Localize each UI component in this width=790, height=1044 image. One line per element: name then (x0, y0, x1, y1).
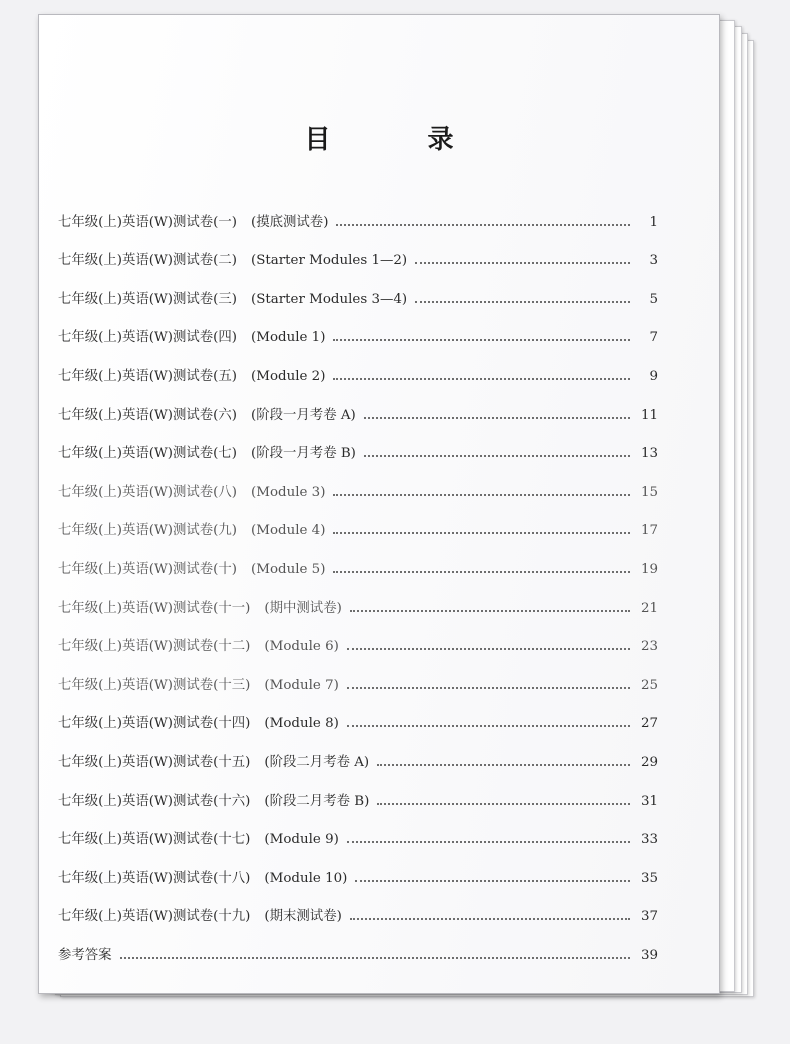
table-of-contents (58, 191, 658, 963)
toc-entry-subtitle: (Module 10) (264, 870, 348, 886)
toc-entry-page-number: 11 (640, 407, 658, 423)
toc-entry-label: 七年级(上)英语(W)测试卷(十九) (58, 909, 251, 925)
toc-entry-subtitle: (阶段一月考卷 B) (251, 446, 356, 462)
toc-entry (58, 693, 658, 732)
toc-entry (58, 307, 658, 346)
toc-entry (58, 616, 658, 655)
toc-entry (58, 847, 658, 886)
toc-entry-label: 七年级(上)英语(W)测试卷(十四) (58, 716, 251, 732)
toc-entry-page-number: 9 (649, 368, 658, 384)
dot-leader (333, 338, 630, 341)
toc-entry (58, 461, 658, 500)
dot-leader (347, 724, 630, 727)
toc-entry-subtitle: (Module 6) (264, 639, 339, 655)
dot-leader (336, 223, 630, 226)
toc-entry-subtitle: (Module 9) (264, 832, 339, 848)
toc-entry (58, 423, 658, 462)
toc-entry-page-number: 17 (640, 523, 658, 539)
toc-entry-page-number: 15 (640, 484, 658, 500)
toc-entry-subtitle: (Module 4) (251, 523, 326, 539)
dot-leader (364, 454, 630, 457)
dot-leader (355, 879, 630, 882)
toc-entry-page-number: 23 (640, 639, 658, 655)
toc-entry (58, 500, 658, 539)
toc-entry-label: 七年级(上)英语(W)测试卷(四) (58, 330, 238, 346)
toc-entry-page-number: 3 (649, 253, 658, 269)
dot-leader (350, 917, 630, 920)
toc-entry-label: 七年级(上)英语(W)测试卷(六) (58, 407, 238, 423)
dot-leader (333, 531, 630, 534)
dot-leader (377, 802, 630, 805)
toc-entry-page-number: 35 (640, 870, 658, 886)
toc-entry (58, 654, 658, 693)
toc-entry-label: 七年级(上)英语(W)测试卷(三) (58, 291, 238, 307)
toc-entry (58, 345, 658, 384)
dot-leader (415, 261, 630, 264)
toc-entry-label: 七年级(上)英语(W)测试卷(十七) (58, 832, 251, 848)
toc-entry (58, 384, 658, 423)
toc-entry (58, 268, 658, 307)
dot-leader (120, 956, 630, 959)
dot-leader (415, 300, 630, 303)
dot-leader (347, 647, 630, 650)
toc-entry-subtitle: (期中测试卷) (264, 600, 342, 616)
toc-entry-label: 七年级(上)英语(W)测试卷(十八) (58, 870, 251, 886)
toc-entry-subtitle: (摸底测试卷) (251, 214, 329, 230)
page-title: 目 录 (304, 125, 498, 155)
toc-entry-subtitle: (Module 1) (251, 330, 326, 346)
toc-entry (58, 538, 658, 577)
toc-entry-page-number: 13 (640, 446, 658, 462)
toc-entry-subtitle: (Module 7) (264, 677, 339, 693)
toc-entry (58, 577, 658, 616)
toc-entry-label: 七年级(上)英语(W)测试卷(二) (58, 253, 238, 269)
toc-entry-label: 七年级(上)英语(W)测试卷(八) (58, 484, 238, 500)
dot-leader (333, 493, 630, 496)
toc-entry-page-number: 7 (649, 330, 658, 346)
toc-entry-subtitle: (Module 8) (264, 716, 339, 732)
dot-leader (333, 570, 630, 573)
toc-entry-subtitle: (阶段二月考卷 A) (264, 754, 370, 770)
toc-entry-subtitle: (期末测试卷) (264, 909, 342, 925)
toc-entry-label: 七年级(上)英语(W)测试卷(十五) (58, 754, 251, 770)
toc-entry-page-number: 31 (640, 793, 658, 809)
toc-entry-label: 七年级(上)英语(W)测试卷(七) (58, 446, 238, 462)
toc-entry-subtitle: (阶段一月考卷 A) (251, 407, 356, 423)
toc-entry-label: 七年级(上)英语(W)测试卷(十) (58, 561, 238, 577)
dot-leader (347, 840, 630, 843)
toc-entry-page-number: 1 (649, 214, 658, 230)
toc-entry-subtitle: (Module 2) (251, 368, 326, 384)
toc-entry-page-number: 39 (640, 947, 658, 963)
toc-entry (58, 886, 658, 925)
toc-entry-subtitle: (Starter Modules 1—2) (251, 253, 408, 269)
document-page (38, 14, 720, 994)
toc-entry-page-number: 25 (640, 677, 658, 693)
toc-entry-page-number: 33 (640, 832, 658, 848)
toc-entry-page-number: 27 (640, 716, 658, 732)
dot-leader (377, 763, 630, 766)
toc-entry-subtitle: (Module 5) (251, 561, 326, 577)
toc-entry (58, 924, 658, 963)
dot-leader (364, 416, 630, 419)
toc-entry-subtitle: (Module 3) (251, 484, 326, 500)
toc-entry (58, 809, 658, 848)
toc-entry-subtitle: (Starter Modules 3—4) (251, 291, 408, 307)
toc-entry-label: 七年级(上)英语(W)测试卷(五) (58, 368, 238, 384)
toc-entry-page-number: 29 (640, 754, 658, 770)
toc-entry-subtitle: (阶段二月考卷 B) (264, 793, 370, 809)
toc-entry-page-number: 5 (649, 291, 658, 307)
toc-entry (58, 770, 658, 809)
toc-entry-label: 七年级(上)英语(W)测试卷(九) (58, 523, 238, 539)
toc-entry-label: 参考答案 (58, 947, 112, 963)
toc-entry-label: 七年级(上)英语(W)测试卷(十一) (58, 600, 251, 616)
toc-entry (58, 731, 658, 770)
toc-entry-label: 七年级(上)英语(W)测试卷(十三) (58, 677, 251, 693)
dot-leader (347, 686, 630, 689)
toc-entry-label: 七年级(上)英语(W)测试卷(十六) (58, 793, 251, 809)
toc-entry-page-number: 19 (640, 561, 658, 577)
toc-entry-page-number: 21 (640, 600, 658, 616)
toc-entry (58, 230, 658, 269)
toc-entry-page-number: 37 (640, 909, 658, 925)
dot-leader (333, 377, 630, 380)
dot-leader (350, 609, 630, 612)
toc-entry (58, 191, 658, 230)
toc-entry-label: 七年级(上)英语(W)测试卷(十二) (58, 639, 251, 655)
toc-entry-label: 七年级(上)英语(W)测试卷(一) (58, 214, 238, 230)
